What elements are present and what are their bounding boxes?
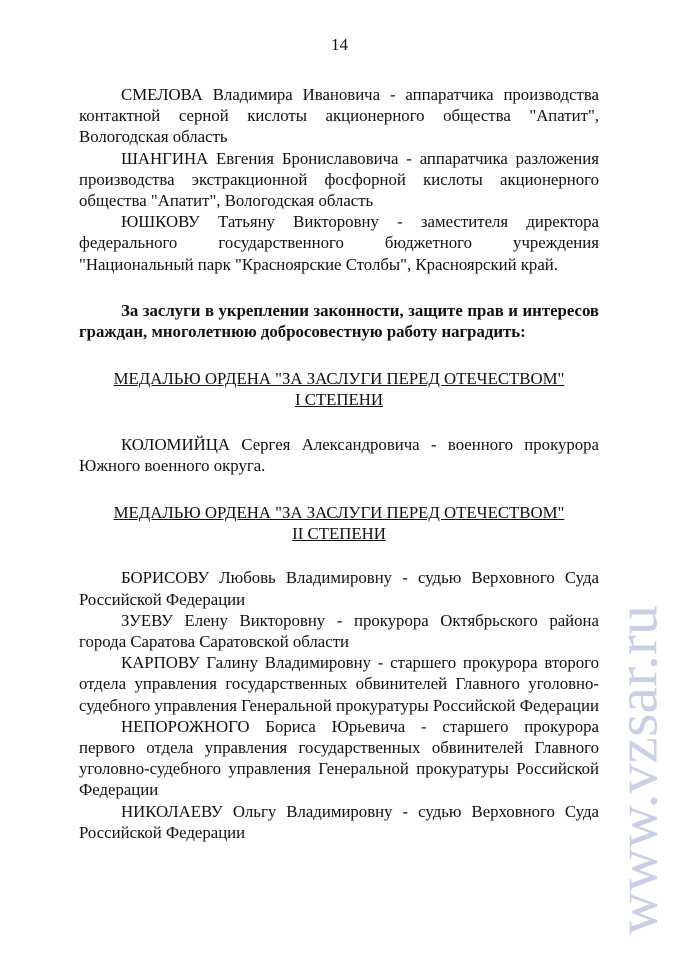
section-heading-second-degree <box>79 502 599 544</box>
heading-line: МЕДАЛЬЮ ОРДЕНА "ЗА ЗАСЛУГИ ПЕРЕД ОТЕЧЕСТВОМ" <box>113 369 565 389</box>
entry-text: Татьяну Викторовну - заместителя директора федерального государственного бюджетного учреждения "Национальный парк "Красноярские Столбы", Красноярский край. <box>79 212 599 274</box>
heading-line: I СТЕПЕНИ <box>294 390 384 410</box>
entry-text: Елену Викторовну - прокурора Октябрьского района города Саратова Саратовской области <box>79 610 599 652</box>
heading-line: II СТЕПЕНИ <box>292 524 386 544</box>
entry-text: Ольгу Владимировну - судью Верховного Суда Российской Федерации <box>79 801 599 842</box>
award-entry-kolomiets <box>79 434 599 476</box>
entry-name: СМЕЛОВА <box>121 85 203 104</box>
entry-text: Бориса Юрьевича - старшего прокурора первого отдела управления государственных обвинителей Главного уголовно-судебного управления Генеральной прокуратуры Российской Федерации <box>79 716 599 800</box>
heading-line: МЕДАЛЬЮ ОРДЕНА "ЗА ЗАСЛУГИ ПЕРЕД ОТЕЧЕСТВОМ" <box>113 503 565 523</box>
entry-name: НИКОЛАЕВУ <box>121 801 223 821</box>
entry-name: БОРИСОВУ <box>121 568 210 588</box>
entry-name: ЮШКОВУ <box>121 212 200 232</box>
entry-name: КАРПОВУ <box>121 653 200 673</box>
entry-name: КОЛОМИЙЦА <box>121 434 230 454</box>
entry-text: Евгения Брониславовича - аппаратчика разложения производства экстракционной фосфорной кислоты акционерного общества "Апатит", Вологодская область <box>79 148 599 211</box>
entry-name: ЗУЕВУ <box>121 610 173 630</box>
award-entry-smelov <box>79 84 599 148</box>
watermark-text: www.vzsar.ru <box>604 616 670 935</box>
award-entry-zueva <box>79 610 599 652</box>
entry-text: Владимира Ивановича - аппаратчика производства контактной серной кислоты акционерного общества "Апатит", Вологодская область <box>79 85 599 147</box>
section-heading-first-degree <box>79 368 599 410</box>
entry-text: Любовь Владимировну - судью Верховного Суда Российской Федерации <box>79 568 599 609</box>
entry-name: НЕПОРОЖНОГО <box>121 716 250 736</box>
entry-text: Галину Владимировну - старшего прокурора второго отдела управления государственных обвинителей Главного уголовно-судебного управления Генеральной прокуратуры Российской Федерации <box>79 653 599 715</box>
award-intro: За заслуги в укреплении законности, защите прав и интересов граждан, многолетнюю добросовестную работу наградить: <box>79 300 599 342</box>
award-entry-shangin <box>79 148 599 212</box>
page-number: 14 <box>331 35 348 54</box>
entry-text: Сергея Александровича - военного прокурора Южного военного округа. <box>79 434 599 475</box>
award-entry-karpova <box>79 652 599 716</box>
document-body <box>79 84 599 843</box>
award-entry-nikolaeva <box>79 801 599 843</box>
watermark <box>604 600 673 940</box>
award-entry-neporozhny <box>79 716 599 801</box>
entry-name: ШАНГИНА <box>121 148 209 168</box>
award-entry-borisova <box>79 567 599 609</box>
award-entry-yushkova <box>79 211 599 275</box>
